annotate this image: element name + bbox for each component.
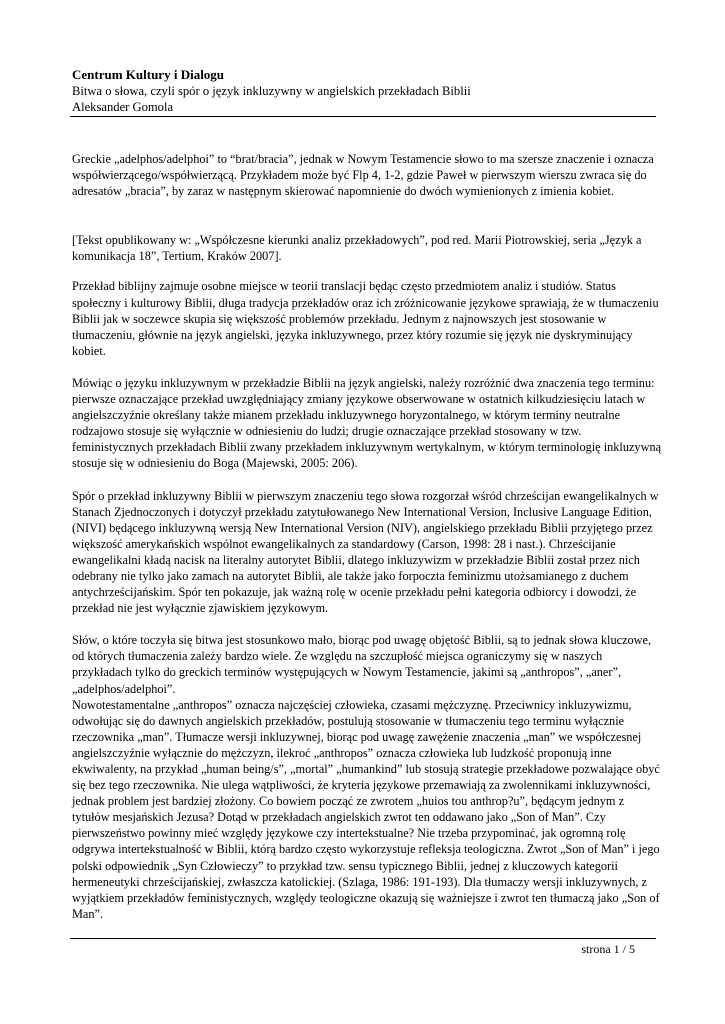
article-body: [72, 151, 662, 922]
footer-divider: [70, 938, 656, 939]
publication-note: [Tekst opublikowany w: „Współczesne kierunki analiz przekładowych”, pod red. Marii Piotrowskiej, seria „Język a komunikacja 18”, Tertium, Kraków 2007].: [72, 233, 642, 264]
paragraph-5: Nowotestamentalne „anthropos” oznacza najczęściej człowieka, czasami mężczyznę. Przeciwnicy inkluzywizmu, odwołując się do dawnych angielskich przekładów, postulują stosowanie w tłumaczeniu tego terminu wyłącznie rzeczownika „man”. Tłumacze wersji inkluzywnej, biorąc pod uwagę zawężenie znaczenia „man” we współczesnej angielszczyźnie wyłącznie do mężczyzn, ilekroć „anthropos” oznacza człowieka lub ludzkość proponują inne ekwiwalenty, na przykład „human being/s”, „mortal” „humankind” lub stosują strategie przekładowe pozwalające obyć się bez tego rzeczownika. Nie ulega wątpliwości, że kryteria językowe przemawiają za zwolennikami inkluzywności, jednak problem jest bardziej złożony. Co bowiem począć ze zwrotem „huios tou anthrop?u”, będącym jednym z tytułów mesjańskich Jezusa? Dotąd w przekładach angielskich zwrot ten oddawano jako „Son of Man”. Czy pierwszeństwo powinny mieć względy językowe czy intertekstualne? Nie trzeba przypominać, jak ogromną rolę odgrywa intertekstualność w Biblii, którą bardzo często wykorzystuje refleksja teologiczna. Zwrot „Son of Man” i jego polski odpowiednik „Syn Człowieczy” to przykład tzw. sensu typicznego Biblii, jednej z kluczowych kategorii hermeneutyki chrześcijańskiej, zwłaszcza katolickiej. (Szlaga, 1986: 191-193). Dla tłumaczy wersji inkluzywnych, z wyjątkiem przekładów feministycznych, względy teologiczne okazują się ważniejsze i zwrot ten tłumaczą jako „Son of Man”.: [72, 697, 660, 921]
author-name: Aleksander Gomola: [72, 100, 174, 114]
paragraph-2: Mówiąc o języku inkluzywnym w przekładzie Biblii na język angielski, należy rozróżnić dwa znaczenia tego terminu: pierwsze oznaczające przekład uwzględniający zmiany językowe obserwowane w ostatnich kilkudziesięciu latach w angielszczyźnie określany także mianem przekładu inkluzywnego horyzontalnego, w którym terminy neutralne rodzajowo stosuje się wyłącznie w odniesieniu do ludzi; drugie oznaczające przekład stosowany w tzw. feministycznych przekładach Biblii zwany przekładem inkluzywnym wertykalnym, w którym terminologię inkluzywną stosuje się w odniesieniu do Boga (Majewski, 2005: 206).: [72, 375, 662, 471]
paragraph-1: Przekład biblijny zajmuje osobne miejsce w teorii translacji będąc często przedmiotem analiz i studiów. Status społeczny i kulturowy Biblii, długa tradycja przekładów oraz ich zróżnicowanie językowe sprawiają, że w tłumaczeniu Biblii jak w soczewce skupia się większość problemów przekładu. Jednym z najnowszych jest stosowanie w tłumaczeniu, głównie na język angielski, języka inkluzywnego, przez który rozumie się język nie dyskryminujący kobiet.: [72, 279, 659, 358]
paragraph-3: Spór o przekład inkluzywny Biblii w pierwszym znaczeniu tego słowa rozgorzał wśród chrześcijan ewangelikalnych w Stanach Zjednoczonych i dotyczył przekładu zatytułowanego New International Version, Inclusive Language Edition, (NIVI) będącego inkluzywną wersją New International Version (NIV), angielskiego przekładu Biblii przyjętego przez większość amerykańskich wspólnot ewangelikalnych za standardowy (Carson, 1998: 28 i nast.). Chrześcijanie ewangelikalni kładą nacisk na literalny autorytet Biblii, dlatego inkluzywizm w przekładzie Biblii został przez nich odebrany nie tylko jako zamach na autorytet Biblii, ale także jako forpoczta feminizmu utożsamianego z duchem antychrześcijańskim. Spór ten pokazuje, jak ważną rolę w ocenie przekładu pełni kategoria odbiorcy i dowodzi, że przekład nie jest wyłącznie zjawiskiem językowym.: [72, 488, 659, 616]
header-divider: [70, 116, 656, 117]
paragraph-4: Słów, o które toczyła się bitwa jest stosunkowo mało, biorąc pod uwagę objętość Biblii, są to jednak słowa kluczowe, od których tłumaczenia zależy bardzo wiele. Ze względu na szczupłość miejsca ograniczymy się w naszych przykładach tylko do greckich terminów występujących w Nowym Testamencie, jakimi są „anthropos”, „aner”, „adelphos/adelphoi”.: [72, 633, 652, 696]
page-number: strona 1 / 5: [581, 942, 635, 956]
article-title: Bitwa o słowa, czyli spór o język inkluzywny w angielskich przekładach Biblii: [72, 84, 471, 98]
organization-title: Centrum Kultury i Dialogu: [72, 67, 225, 82]
page-header: [72, 67, 657, 115]
intro-paragraph: Greckie „adelphos/adelphoi” to “brat/bracia”, jednak w Nowym Testamencie słowo to ma szersze znaczenie i oznacza współwierzącego/współwierzącą. Przykładem może być Flp 4, 1-2, gdzie Paweł w pierwszym wierszu zwraca się do adresatów „bracia”, by zaraz w następnym skierować napomnienie do dwóch wymienionych z imienia kobiet.: [72, 152, 654, 199]
